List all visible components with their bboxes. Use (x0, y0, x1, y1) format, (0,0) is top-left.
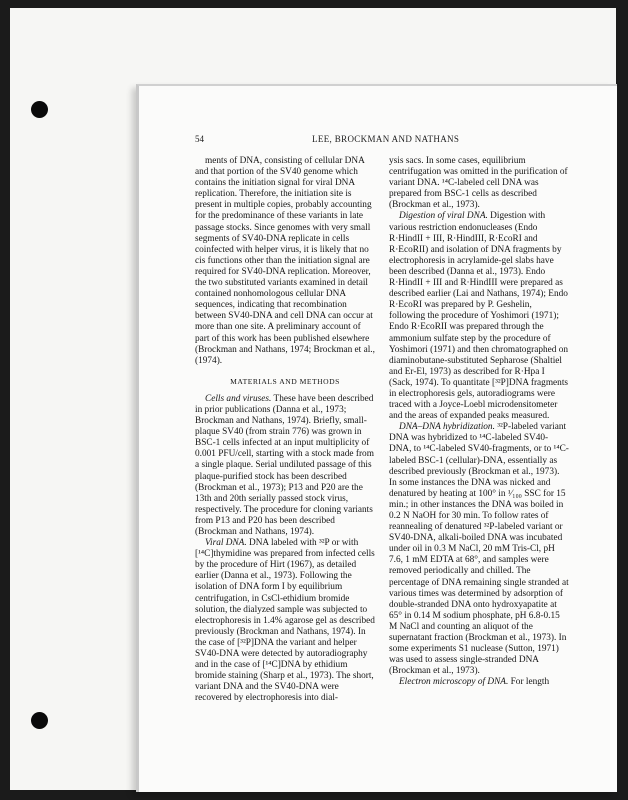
paragraph (195, 538, 375, 704)
page-number: 54 (195, 134, 204, 144)
paragraph-lead: Digestion of viral DNA. (399, 211, 488, 222)
paragraph-text: These have been described in prior publications (Danna et al., 1973; Brockman and Nathans, 1974). Briefly, small-plaque SV40 (from strain 776) was grown in BSC-1 cells infected at an input multiplicity of 0.001 PFU/cell, starting with a stock made from a single plaque. Serial undiluted passage of this plaque-purified stock has been described (Brockman et al., 1973); P13 and P20 are the 13th and 20th serially passed stock virus, respectively. The procedure for cloning variants from P13 and P20 has been described (Brockman and Nathans, 1974). (195, 393, 374, 537)
section-heading: MATERIALS AND METHODS (230, 376, 340, 386)
paragraph-lead: Viral DNA. (205, 538, 247, 549)
left-column (195, 156, 375, 705)
paragraph (195, 156, 375, 367)
paragraph-text: ³²P-labeled variant DNA was hybridized to ¹⁴C-labeled SV40-DNA, to ¹⁴C-labeled SV40-fragments, or to ¹⁴C-labeled BSC-1 (cellular)-DNA, essentially as described previously (Brockman et al., 1973). In some instances the DNA was nicked and denatured by heating at 100° in ¹⁄₁₀₀ SSC for 15 min.; in other instances the DNA was boiled in 0.2 N NaOH for 30 min. To follow rates of reannealing of denatured ³²P-labeled variant or SV40-DNA, alkali-boiled DNA was incubated under oil in 0.3 M NaCl, 20 mM Tris-Cl, pH 7.6, 1 mM EDTA at 68°, and samples were removed periodically and chilled. The percentage of DNA remaining single stranded at various times was determined by adsorption of double-stranded DNA onto hydroxyapatite at 65° in 0.14 M sodium phosphate, pH 6.8-0.15 M NaCl and counting an aliquot of the supernatant fraction (Brockman et al., 1973). In some experiments S1 nuclease (Sutton, 1971) was used to assess single-stranded DNA (Brockman et al., 1973). (389, 422, 569, 677)
paragraph (195, 394, 375, 538)
paragraph (389, 156, 569, 211)
page-header (195, 134, 597, 146)
right-column (389, 156, 569, 689)
paragraph (389, 422, 569, 677)
paragraph-text: ments of DNA, consisting of cellular DNA and that portion of the SV40 genome which contains the initiation signal for viral DNA replication. Therefore, the initiation site is present in multiple copies, probably accounting for the predominance of these variants in late passage stocks. Since genomes with very small segments of SV40-DNA replicate in cells coinfected with helper virus, it is likely that no cis functions other than the initiation signal are required for SV40-DNA replication. Moreover, the two substituted variants examined in detail contained nonhomologous cellular DNA sequences, indicating that recombination between SV40-DNA and cell DNA can occur at more than one site. A preliminary account of part of this work has been published elsewhere (Brockman and Nathans, 1974; Brockman et al., (1974). (195, 156, 375, 366)
paragraph-text: For length (508, 677, 550, 688)
paragraph-lead: Cells and viruses. (205, 393, 272, 404)
paragraph-lead: DNA–DNA hybridization. (399, 422, 495, 433)
journal-page (136, 84, 617, 792)
paragraph-text: ysis sacs. In some cases, equilibrium centrifugation was omitted in the purification of variant DNA. ¹⁴C-labeled cell DNA was prepared from BSC-1 cells as described (Brockman et al., 1973). (389, 156, 568, 211)
paragraph-text: DNA labeled with ³²P or with [¹⁴C]thymidine was prepared from infected cells by the procedure of Hirt (1967), as detailed earlier (Danna et al., 1973). Following the isolation of DNA form I by equilibrium centrifugation, in CsCl-ethidium bromide solution, the dialyzed sample was subjected to electrophoresis in 1.4% agarose gel as described previously (Brockman and Nathans, 1974). In the case of [³²P]DNA the variant and helper SV40-DNA were detected by autoradiography and in the case of [¹⁴C]DNA by ethidium bromide staining (Sharp et al., 1973). The short, variant DNA and the SV40-DNA were recovered by electrophoresis into dial- (195, 538, 375, 704)
binder-hole-bottom (31, 712, 48, 729)
paragraph (389, 211, 569, 422)
paragraph (389, 677, 569, 688)
paragraph-lead: Electron microscopy of DNA. (399, 677, 509, 688)
running-head: LEE, BROCKMAN AND NATHANS (312, 134, 460, 144)
binder-hole-top (31, 101, 48, 118)
paragraph-text: Digestion with various restriction endonucleases (Endo R·HindII + III, R·HindIII, R·EcoRI and R·EcoRII) and isolation of DNA fragments by electrophoresis in acrylamide-gel slabs have been described (Danna et al., 1973). Endo R·HindII + III and R·HindIII were prepared as described earlier (Lai and Nathans, 1974); Endo R·EcoRI was prepared by P. Geshelin, following the procedure of Yoshimori (1971); Endo R·EcoRII was prepared through the ammonium sulfate step by the procedure of Yoshimori (1971) and then chromatographed on diaminobutane-substituted Sepharose (Shaltiel and Er-El, 1973) as described for R·Hpa I (Sack, 1974). To quantitate [³²P]DNA fragments in electrophoresis gels, autoradiograms were traced with a Joyce-Loebl microdensitometer and the areas of expanded peaks measured. (389, 211, 569, 422)
